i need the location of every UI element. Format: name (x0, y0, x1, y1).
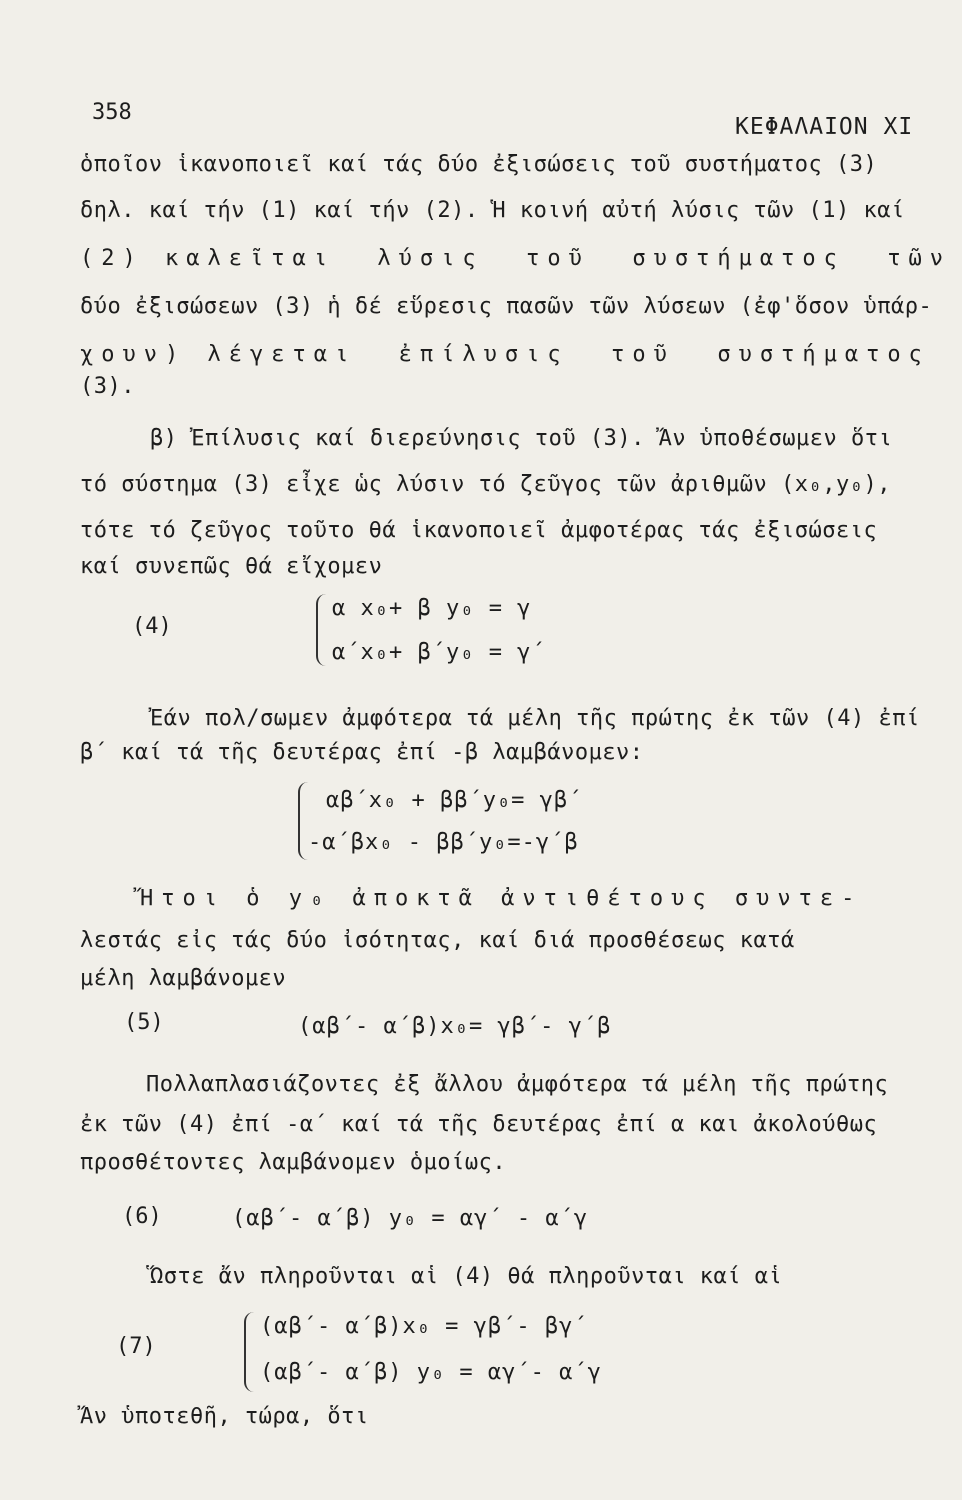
equation-line: αβ΄x₀ + ββ΄y₀= γβ΄ (326, 788, 583, 813)
text-line: Ἤτοι ὁ y₀ ἀποκτᾶ ἀντιθέτους συντε- (140, 886, 863, 911)
equation-line: -α΄βx₀ - ββ΄y₀=-γ΄β (308, 830, 579, 855)
left-brace (244, 1312, 256, 1392)
equation-line: (αβ΄- α΄β) y₀ = αγ΄- α΄γ (260, 1360, 602, 1385)
text-line: Πολλαπλασιάζοντες ἐξ ἄλλου ἀμφότερα τά μέλη τῆς πρώτης (146, 1072, 889, 1097)
equation-number: (6) (122, 1204, 162, 1229)
page-number: 358 (92, 100, 132, 125)
text-line: καί συνεπῶς θά εἴχομεν (80, 554, 383, 579)
text-line: (2) καλεῖται λύσις τοῦ συστήματος τῶν (80, 246, 952, 271)
running-head: ΚΕΦΑΛΑΙΟΝ XI (735, 114, 914, 140)
text-line: χουν) λέγεται ἐπίλυσις τοῦ συστήματος (80, 342, 930, 367)
equation-line: α΄x₀+ β΄y₀ = γ΄ (332, 640, 546, 665)
text-line: τό σύστημα (3) εἶχε ὡς λύσιν τό ζεῦγος τῶν ἀριθμῶν (x₀,y₀), (80, 472, 891, 497)
text-line: λεστάς εἰς τάς δύο ἰσότητας, καί διά προσθέσεως κατά (80, 928, 795, 953)
text-line: μέλη λαμβάνομεν (80, 966, 287, 991)
text-line: β) Ἐπίλυσις καί διερεύνησις τοῦ (3). Ἄν ὑποθέσωμεν ὅτι (150, 426, 893, 451)
text-line: δύο ἐξισώσεων (3) ἡ δέ εὕρεσις πασῶν τῶν λύσεων (ἐφ'ὅσον ὑπάρ- (80, 294, 933, 319)
text-line: β΄ καί τά τῆς δευτέρας ἐπί -β λαμβάνομεν: (80, 740, 644, 765)
equation-number: (5) (124, 1010, 164, 1035)
equation-line: (αβ΄- α΄β) y₀ = αγ΄ - α΄γ (232, 1206, 589, 1231)
text-line: Ἐάν πολ/σωμεν ἀμφότερα τά μέλη τῆς πρώτης ἐκ τῶν (4) ἐπί (150, 706, 920, 731)
text-line: ἐκ τῶν (4) ἐπί -α΄ καί τά τῆς δευτέρας ἐπί α και ἀκολούθως (80, 1112, 878, 1137)
equation-line: (αβ΄- α΄β)x₀= γβ΄- γ΄β (298, 1014, 612, 1039)
equation-number: (4) (132, 614, 172, 639)
left-brace (316, 594, 328, 666)
text-line: ὁποῖον ἱκανοποιεῖ καί τάς δύο ἐξισώσεις τοῦ συστήματος (3) (80, 152, 878, 177)
equation-number: (7) (116, 1334, 156, 1359)
text-line: Ἄν ὑποτεθῆ, τώρα, ὅτι (80, 1404, 369, 1429)
text-line: προσθέτοντες λαμβάνομεν ὁμοίως. (80, 1150, 507, 1175)
equation-line: α x₀+ β y₀ = γ (332, 596, 532, 621)
text-line: τότε τό ζεῦγος τοῦτο θά ἱκανοποιεῖ ἀμφοτέρας τάς ἐξισώσεις (80, 518, 878, 543)
equation-line: (αβ΄- α΄β)x₀ = γβ΄- βγ΄ (260, 1314, 588, 1339)
text-line: δηλ. καί τήν (1) καί τήν (2). Ἡ κοινή αὐτή λύσις τῶν (1) καί (80, 198, 905, 223)
text-line: (3). (80, 374, 135, 399)
text-line: Ὥστε ἄν πληροῦνται αἱ (4) θά πληροῦνται καί αἱ (150, 1264, 783, 1289)
